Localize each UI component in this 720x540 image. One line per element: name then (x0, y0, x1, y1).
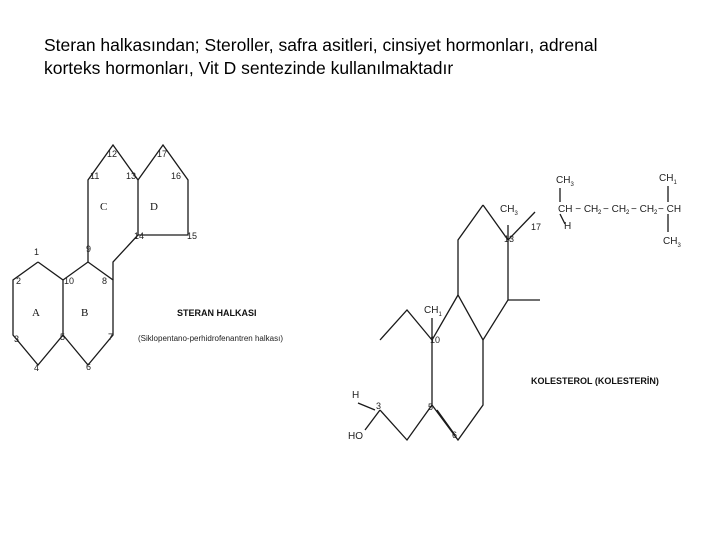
chol-num-3: 3 (376, 401, 382, 411)
heading-line-2: korteks hormonları, Vit D sentezinde kullanılmaktadır (44, 58, 454, 78)
steran-num-10: 10 (64, 276, 75, 286)
side-chain-ch-3: − CH (631, 204, 655, 215)
steran-num-17: 17 (157, 149, 168, 159)
steran-structure (13, 145, 283, 373)
steran-num-1: 1 (34, 247, 40, 257)
h-bond-3 (358, 403, 375, 410)
side-chain-sub-1: 2 (598, 210, 602, 216)
steran-num-16: 16 (171, 171, 182, 181)
steran-num-4: 4 (34, 363, 40, 373)
steran-subtitle: (Siklopentano-perhidrofenantren halkası) (138, 334, 283, 343)
steran-num-2: 2 (16, 276, 22, 286)
chol-num-13: 13 (504, 234, 515, 244)
ring-label-c: C (100, 201, 108, 213)
steran-num-5: 5 (60, 332, 66, 342)
ring-label-a: A (32, 307, 40, 319)
steran-num-7: 7 (108, 332, 114, 342)
ch3-top-right: $CH_1$ (659, 173, 677, 186)
ch3-bottom-right: $CH_3$ (663, 236, 681, 249)
steran-num-12: 12 (107, 149, 118, 159)
steran-num-8: 8 (102, 276, 108, 286)
ho-group: HO (348, 431, 363, 442)
chol-num-5: 5 (428, 402, 434, 412)
steran-title: STERAN HALKASI (177, 308, 257, 318)
side-chain-ch-1: CH − CH (558, 204, 599, 215)
steran-num-3: 3 (14, 334, 20, 344)
cholesterol-structure (348, 173, 681, 442)
ch3-top-left: $CH_3$ (556, 175, 574, 188)
cholesterol-ring-a-lower (380, 405, 432, 440)
side-chain-ch-end: − CH (658, 204, 682, 215)
chol-num-10: 10 (430, 335, 441, 345)
side-chain-sub-2: 2 (626, 210, 630, 216)
steran-num-15: 15 (187, 231, 198, 241)
side-chain-ch-2: − CH (603, 204, 627, 215)
oh-bond-3 (365, 410, 380, 430)
ring-c-bonds (88, 145, 138, 280)
steran-num-9: 9 (86, 244, 92, 254)
side-chain-sub-3: 2 (654, 210, 658, 216)
steran-num-13: 13 (126, 171, 137, 181)
chol-num-17: 17 (531, 222, 542, 232)
chol-num-6: 6 (452, 430, 458, 440)
ch3-c13: $CH_3$ (500, 204, 518, 217)
ring-label-b: B (81, 307, 89, 319)
cholesterol-ring-c (458, 205, 508, 340)
steran-num-14: 14 (134, 231, 145, 241)
ring-label-d: D (150, 201, 158, 213)
steran-num-11: 11 (90, 171, 100, 181)
heading-line-1: Steran halkasından; Steroller, safra asitleri, cinsiyet hormonları, adrenal (44, 35, 598, 55)
cholesterol-title: KOLESTEROL (KOLESTERİN) (531, 376, 659, 386)
h-c3: H (352, 390, 360, 401)
steran-num-6: 6 (86, 362, 92, 372)
ch-c10: $CH_1$ (424, 305, 442, 318)
h-c20: H (564, 221, 572, 232)
